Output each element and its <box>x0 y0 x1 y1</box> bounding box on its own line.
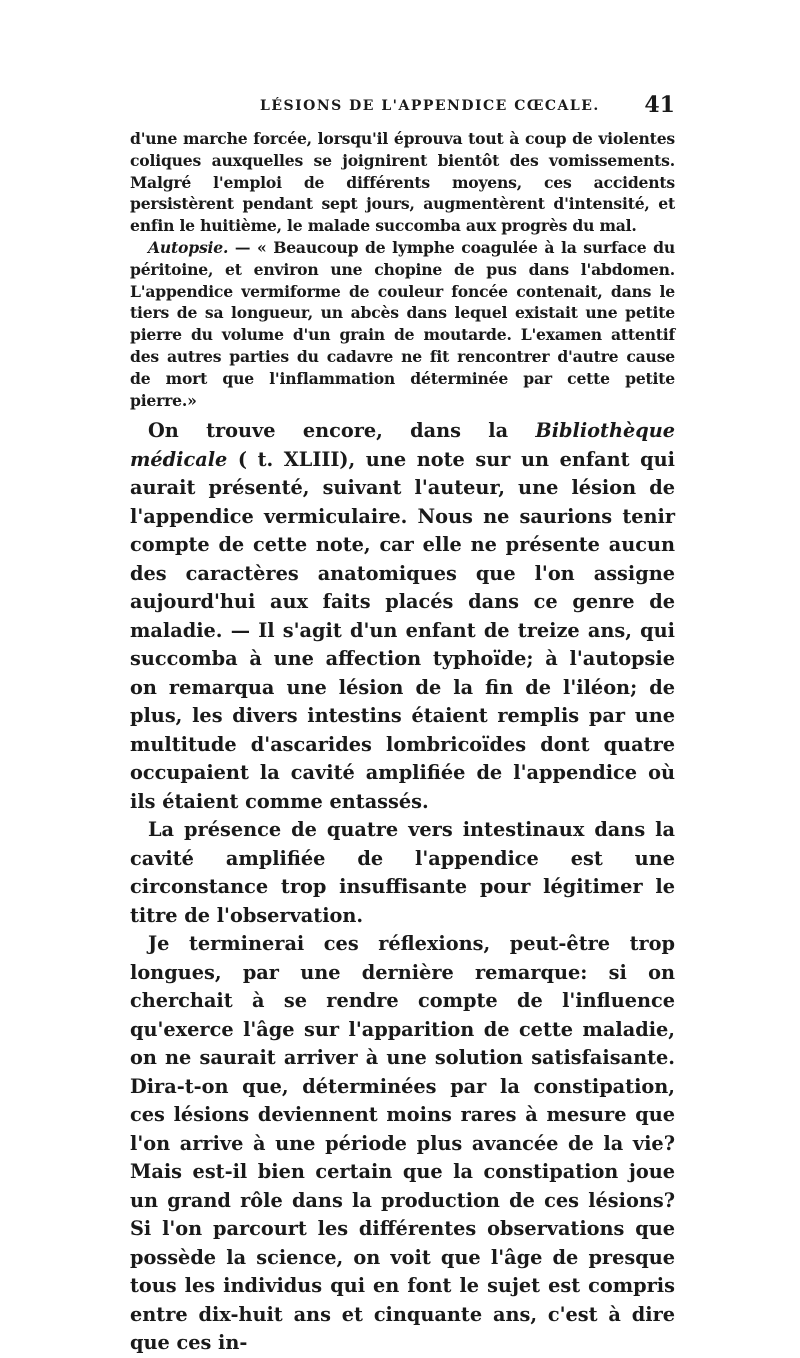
paragraph-3-post: ( t. XLIII), une note sur un enfant qui aurait présenté, suivant l'auteur, une lésion de l'appendice vermiculaire. Nous ne saurions tenir compte de cette note, car elle ne présente aucun des caractères anatomiques que l'on assigne aujourd'hui aux faits placés dans ce genre de maladie. — Il s'agit d'un enfant de treize ans, qui succomba à une affection typhoïde; à l'autopsie on remarqua une lésion de la fin de l'iléon; de plus, les divers intestins étaient remplis par une multitude d'ascarides lombricoïdes dont quatre occupaient la cavité amplifiée de l'appendice où ils étaient comme entassés. <box>130 447 675 813</box>
page-header <box>130 94 675 124</box>
body-text <box>130 128 675 1358</box>
bibliotheque-title: Bibliothèque médicale <box>130 419 675 471</box>
paragraph-vers <box>130 816 675 930</box>
page-number: 41 <box>644 92 675 118</box>
paragraph-reflexions <box>130 930 675 1358</box>
paragraph-4-text: La présence de quatre vers intestinaux dans la cavité amplifiée de l'appendice est une circonstance trop insuffisante pour légitimer le titre de l'observation. <box>130 818 675 927</box>
paragraph-continuation <box>130 128 675 237</box>
paragraph-autopsie <box>130 237 675 411</box>
paragraph-5-text: Je terminerai ces réflexions, peut-être trop longues, par une dernière remarque: si on cherchait à se rendre compte de l'influence qu'exerce l'âge sur l'apparition de cette maladie, on ne saurait arriver à une solution satisfaisante. Dira-t-on que, déterminées par la constipation, ces lésions deviennent moins rares à mesure que l'on arrive à une période plus avancée de la vie? Mais est-il bien certain que la constipation joue un grand rôle dans la production de ces lésions? Si l'on parcourt les différentes observations que possède la science, on voit que l'âge de presque tous les individus qui en font le sujet est compris entre dix-huit ans et cinquante ans, c'est à dire que ces in- <box>130 932 675 1355</box>
running-title: LÉSIONS DE L'APPENDICE CŒCALE. <box>260 98 600 114</box>
autopsie-label: Autopsie. <box>148 237 229 257</box>
paragraph-bibliotheque <box>130 417 675 816</box>
autopsie-text: — « Beaucoup de lymphe coagulée à la surface du péritoine, et environ une chopine de pus dans l'abdomen. L'appendice vermiforme de couleur foncée contenait, dans le tiers de sa longueur, un abcès dans lequel existait une petite pierre du volume d'un grain de moutarde. L'examen attentif des autres parties du cadavre ne fit rencontrer d'autre cause de mort que l'inflammation déterminée par cette petite pierre.» <box>130 237 675 410</box>
paragraph-3-pre: On trouve encore, dans la <box>148 419 536 443</box>
paragraph-1-text: d'une marche forcée, lorsqu'il éprouva tout à coup de violentes coliques auxquelles se joignirent bientôt des vomissements. Malgré l'emploi de différents moyens, ces accidents persistèrent pendant sept jours, augmentèrent d'intensité, et enfin le huitième, le malade succomba aux progrès du mal. <box>130 129 675 236</box>
